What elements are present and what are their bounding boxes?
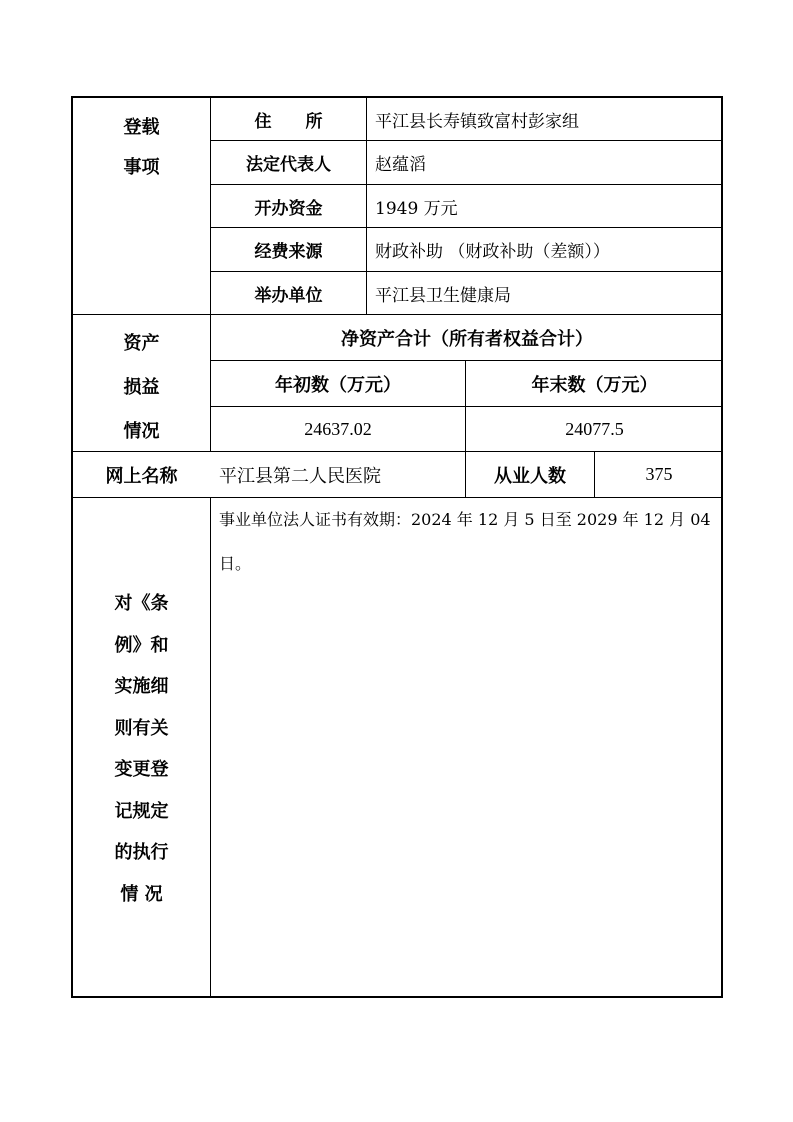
end-year-label: 年末数（万元） (531, 374, 658, 396)
legal-rep-label: 法定代表人 (246, 155, 331, 175)
address-label: 住 所 (254, 111, 323, 132)
funding-label: 开办资金 (254, 198, 323, 219)
funding-source-value: 财政补助 （财政补助（差额）） (375, 242, 610, 262)
compliance-section-label: 对《条 例》和 实施细 则有关 变更登 记规定 的执行 情 况 (114, 593, 169, 905)
address-value: 平江县长寿镇致富村彭家组 (375, 111, 579, 132)
online-name-label: 网上名称 (105, 465, 178, 487)
registration-section-label: 登载 事项 (123, 117, 160, 178)
sponsor-value: 平江县卫生健康局 (375, 285, 511, 306)
compliance-text: 事业单位法人证书有效期：2024 年 12 月 5 日至 2029 年 12 月 04 日。 (219, 510, 711, 573)
funding-value: 1949 万元 (375, 198, 458, 219)
legal-rep-value: 赵蕴滔 (375, 155, 426, 175)
assets-section-label: 资产 损益 情况 (123, 333, 160, 442)
begin-year-label: 年初数（万元） (275, 374, 401, 396)
net-assets-header: 净资产合计（所有者权益合计） (341, 328, 593, 350)
column-divider (210, 497, 211, 998)
begin-year-value: 24637.02 (304, 418, 372, 439)
online-name-value: 平江县第二人民医院 (219, 465, 381, 487)
sponsor-label: 举办单位 (254, 285, 323, 306)
staff-count-value: 375 (645, 464, 673, 484)
staff-count-label: 从业人数 (494, 465, 566, 487)
registration-document (71, 96, 723, 998)
end-year-value: 24077.5 (565, 418, 624, 439)
funding-source-label: 经费来源 (254, 242, 323, 262)
